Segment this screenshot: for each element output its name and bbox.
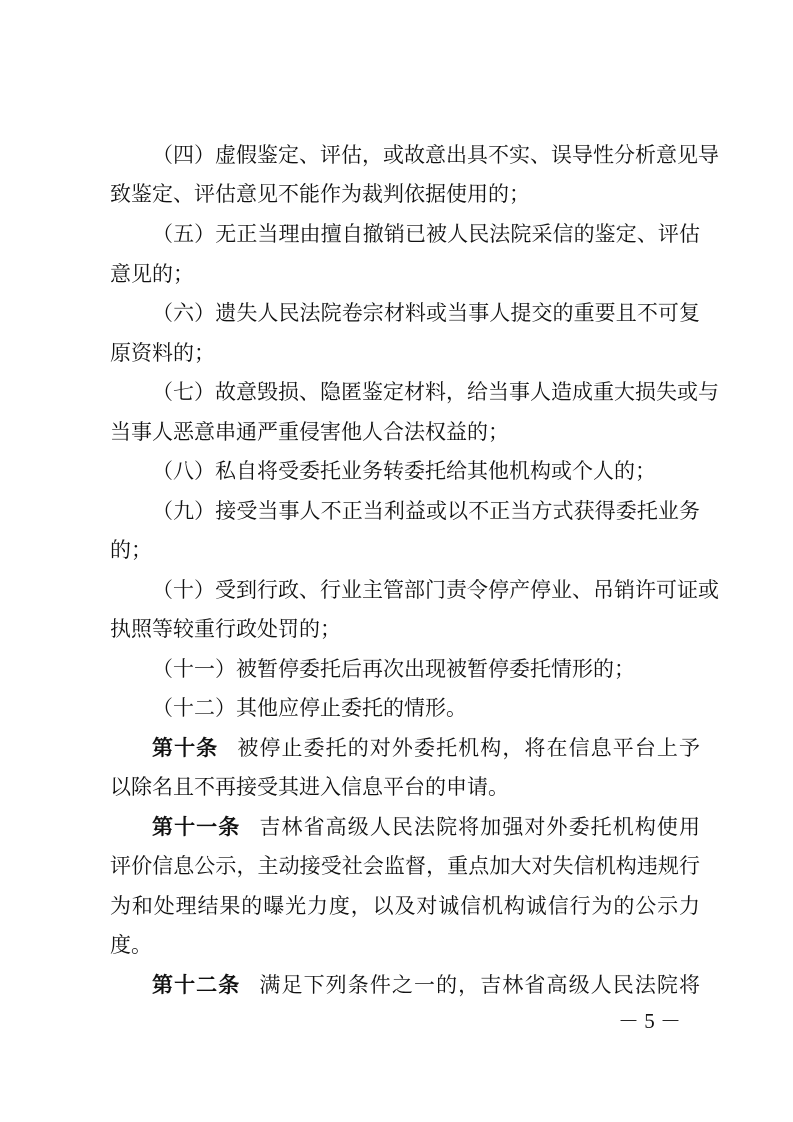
clause-6-line-2: 原资料的；	[110, 341, 215, 365]
article-10-heading: 第十条	[152, 736, 219, 760]
clause-4-line-1: （四）虚假鉴定、评估，或故意出具不实、误导性分析意见导	[152, 143, 719, 167]
article-11-line-1	[152, 812, 700, 842]
clause-6-line-1: （六）遗失人民法院卷宗材料或当事人提交的重要且不可复	[152, 301, 700, 325]
article-12-heading: 第十二条	[152, 973, 241, 997]
clause-7-line-2: 当事人恶意串通严重侵害他人合法权益的；	[110, 420, 509, 444]
clause-9-line-2: 的；	[110, 538, 152, 562]
clause-4-line-2: 致鉴定、评估意见不能作为裁判依据使用的；	[110, 182, 530, 206]
article-12-text: 满足下列条件之一的，吉林省高级人民法院将	[258, 973, 701, 997]
article-11-line-4: 度。	[110, 933, 152, 957]
article-10-text: 被停止委托的对外委托机构，将在信息平台上予	[236, 736, 700, 760]
clause-10-line-2: 执照等较重行政处罚的；	[110, 617, 341, 641]
article-10-line-1	[152, 733, 700, 763]
clause-11-line-1: （十一）被暂停委托后再次出现被暂停委托情形的；	[152, 657, 635, 681]
page-number: － 5 －	[618, 1009, 681, 1033]
article-11-text: 吉林省高级人民法院将加强对外委托机构使用	[258, 815, 701, 839]
article-10-line-2: 以除名且不再接受其进入信息平台的申请。	[110, 775, 509, 799]
clause-9-line-1: （九）接受当事人不正当利益或以不正当方式获得委托业务	[152, 499, 700, 523]
clause-7-line-1: （七）故意毁损、隐匿鉴定材料，给当事人造成重大损失或与	[152, 380, 719, 404]
clause-5-line-1: （五）无正当理由擅自撤销已被人民法院采信的鉴定、评估	[152, 222, 700, 246]
clause-5-line-2: 意见的；	[110, 262, 194, 286]
article-11-line-2: 评价信息公示，主动接受社会监督，重点加大对失信机构违规行	[110, 854, 700, 878]
clause-8-line-1: （八）私自将受委托业务转委托给其他机构或个人的；	[152, 459, 656, 483]
article-11-line-3: 为和处理结果的曝光力度，以及对诚信机构诚信行为的公示力	[110, 894, 700, 918]
article-11-heading: 第十一条	[152, 815, 241, 839]
article-12-line-1	[152, 970, 700, 1000]
clause-10-line-1: （十）受到行政、行业主管部门责令停产停业、吊销许可证或	[152, 578, 719, 602]
clause-12-line-1: （十二）其他应停止委托的情形。	[152, 696, 467, 720]
